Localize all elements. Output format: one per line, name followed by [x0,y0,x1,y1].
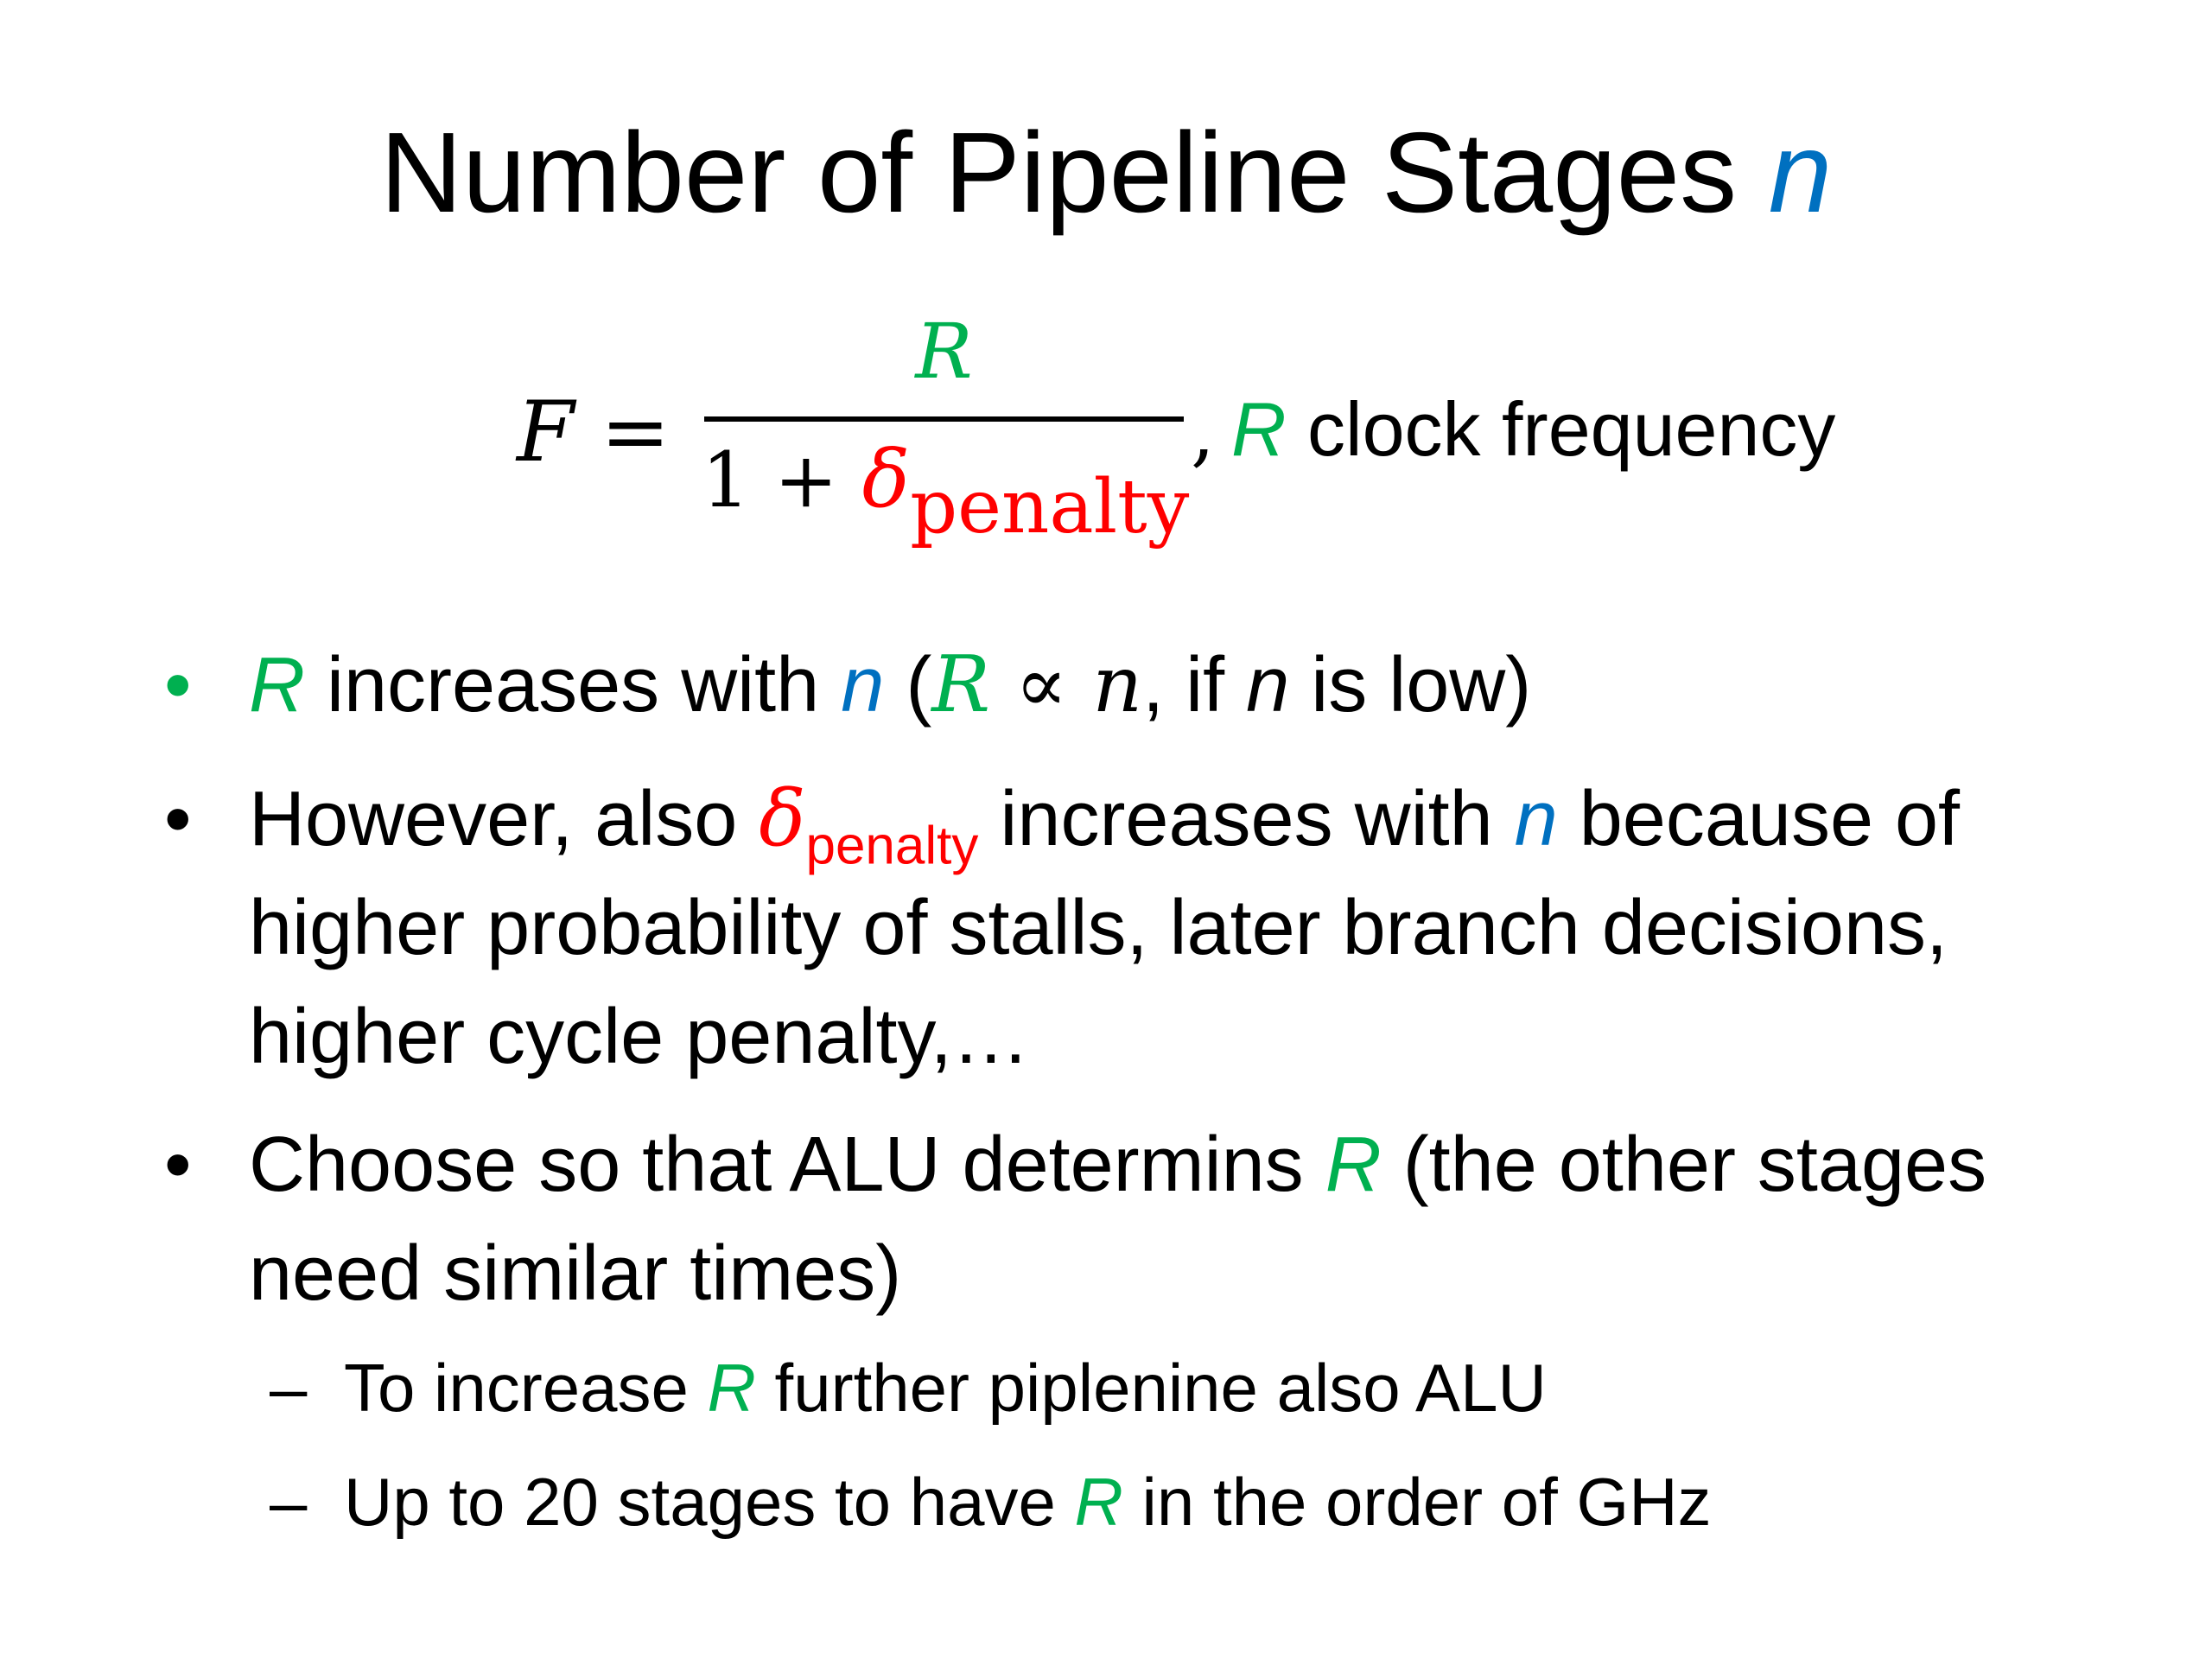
text: (the other stages need similar times) [249,1122,1987,1317]
bullet-marker: • [164,776,192,862]
var-n: n [841,642,885,728]
bullet-item-1 [249,631,2133,740]
formula-comma: , [1191,387,1215,476]
bullet-marker: • [164,1122,192,1208]
text: Up to 20 stages to have [344,1464,1075,1540]
text: Choose so that ALU determins [249,1122,1325,1208]
bullet-item-3 [249,1110,2133,1328]
delta-subscript: penalty [805,816,979,876]
formula-lhs: F = [517,384,671,480]
var-r: R [249,642,305,728]
text: To increase [344,1350,708,1426]
delta-symbol: δ [759,773,806,864]
delta-symbol: δ [861,433,911,525]
sub-bullet-marker: – [270,1464,308,1540]
sub-bullet-item-2 [344,1453,2124,1550]
formula-numerator: R [915,307,973,396]
text: However, also [249,776,760,862]
var-n-math: n [1092,639,1143,730]
text: is low) [1289,642,1532,728]
text: in the order of GHz [1122,1464,1712,1540]
text: increases with [305,642,842,728]
desc-text: clock frequency [1286,386,1836,472]
var-r: R [1325,1122,1382,1208]
delta-subscript: penalty [910,464,1190,551]
var-r: R [1074,1464,1123,1540]
var-r: R [707,1350,756,1426]
bullet-marker: • [164,642,192,728]
var-n: n [1514,776,1558,862]
bullet-item-2 [249,765,2133,1091]
title-variable-n: n [1768,109,1833,236]
var-n: n [1246,642,1290,728]
text: , if [1142,642,1247,728]
var-r-math: R [931,639,991,730]
text: ( [884,642,932,728]
denominator-prefix: 1 + [702,435,862,524]
sub-bullet-marker: – [270,1350,308,1426]
title-text: Number of Pipeline Stages [379,109,1769,236]
proportional-symbol: ∝ [990,639,1093,730]
desc-variable-r: R [1231,386,1287,472]
text: further piplenine also ALU [755,1350,1547,1426]
sub-bullet-item-1 [344,1339,2124,1436]
text: increases with [978,776,1515,862]
text: because of higher probability of stalls, later branch decisions, higher cycle penalty,… [249,776,1961,1080]
